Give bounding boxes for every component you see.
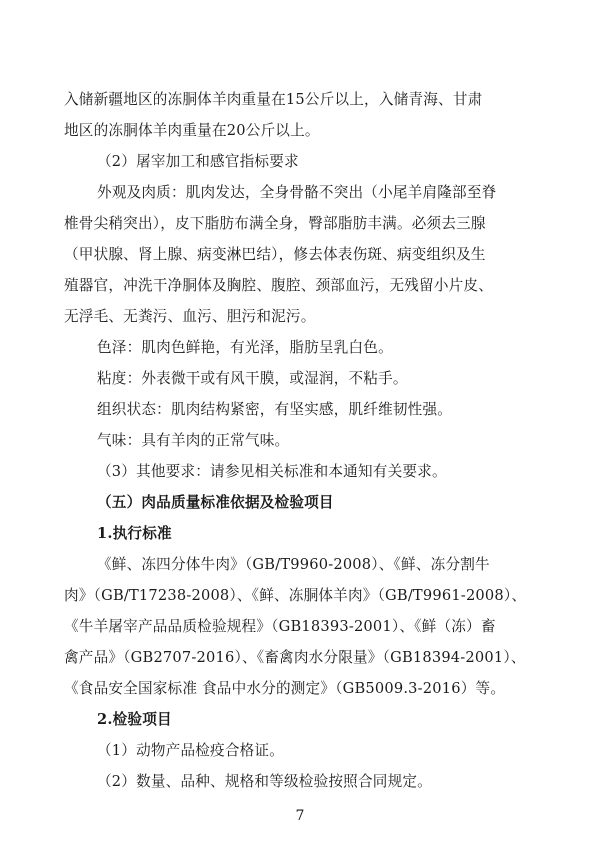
text-line-std-1: 《鲜、冻四分体牛肉》（GB/T9960-2008）、《鲜、冻分割牛: [97, 556, 490, 573]
page-number: 7: [295, 808, 305, 824]
text-line-std-2: 肉》（GB/T17238-2008）、《鲜、冻胴体羊肉》（GB/T9961-2008）、: [64, 587, 527, 604]
text-line-std-5: 《食品安全国家标准 食品中水分的测定》（GB5009.3-2016）等。: [64, 680, 506, 697]
heading-standards: 1.执行标准: [97, 525, 172, 542]
section-heading-5: （五）肉品质量标准依据及检验项目: [97, 494, 334, 511]
heading-inspection: 2.检验项目: [97, 711, 172, 728]
text-line-std-3: 《牛羊屠宰产品品质检验规程》（GB18393-2001）、《鲜（冻）畜: [64, 618, 496, 635]
text-line-8: 无浮毛、无粪污、血污、胆污和泥污。: [64, 308, 316, 325]
text-line-1: 入储新疆地区的冻胴体羊肉重量在15公斤以上，入储青海、甘肃: [64, 91, 483, 108]
text-line-insp-1: （1）动物产品检疫合格证。: [97, 742, 285, 759]
text-line-color: 色泽：肌肉色鲜艳，有光泽，脂肪呈乳白色。: [97, 339, 393, 356]
text-line-5: 椎骨尖稍突出），皮下脂肪布满全身，臀部脂肪丰满。必须去三腺: [64, 215, 486, 232]
text-line-viscosity: 粘度：外表微干或有风干膜，或湿润，不粘手。: [97, 370, 408, 387]
text-line-insp-2: （2）数量、品种、规格和等级检验按照合同规定。: [97, 773, 432, 790]
subsection-heading-3: （3）其他要求：请参见相关标准和本通知有关要求。: [97, 463, 447, 480]
text-line-std-4: 禽产品》（GB2707-2016）、《畜禽肉水分限量》（GB18394-2001）、: [64, 649, 526, 666]
text-line-texture: 组织状态：肌肉结构紧密，有坚实感，肌纤维韧性强。: [97, 401, 453, 418]
subsection-heading-2: （2）屠宰加工和感官指标要求: [97, 153, 299, 170]
text-line-4: 外观及肉质：肌肉发达，全身骨骼不突出（小尾羊肩隆部至脊: [97, 184, 497, 201]
text-line-2: 地区的冻胴体羊肉重量在20公斤以上。: [64, 122, 320, 139]
text-line-7: 殖器官，冲洗干净胴体及胸腔、腹腔、颈部血污，无残留小片皮、: [64, 277, 494, 294]
text-line-odor: 气味：具有羊肉的正常气味。: [97, 432, 290, 449]
text-line-6: （甲状腺、肾上腺、病变淋巴结），修去体表伤斑、病变组织及生: [64, 246, 486, 263]
